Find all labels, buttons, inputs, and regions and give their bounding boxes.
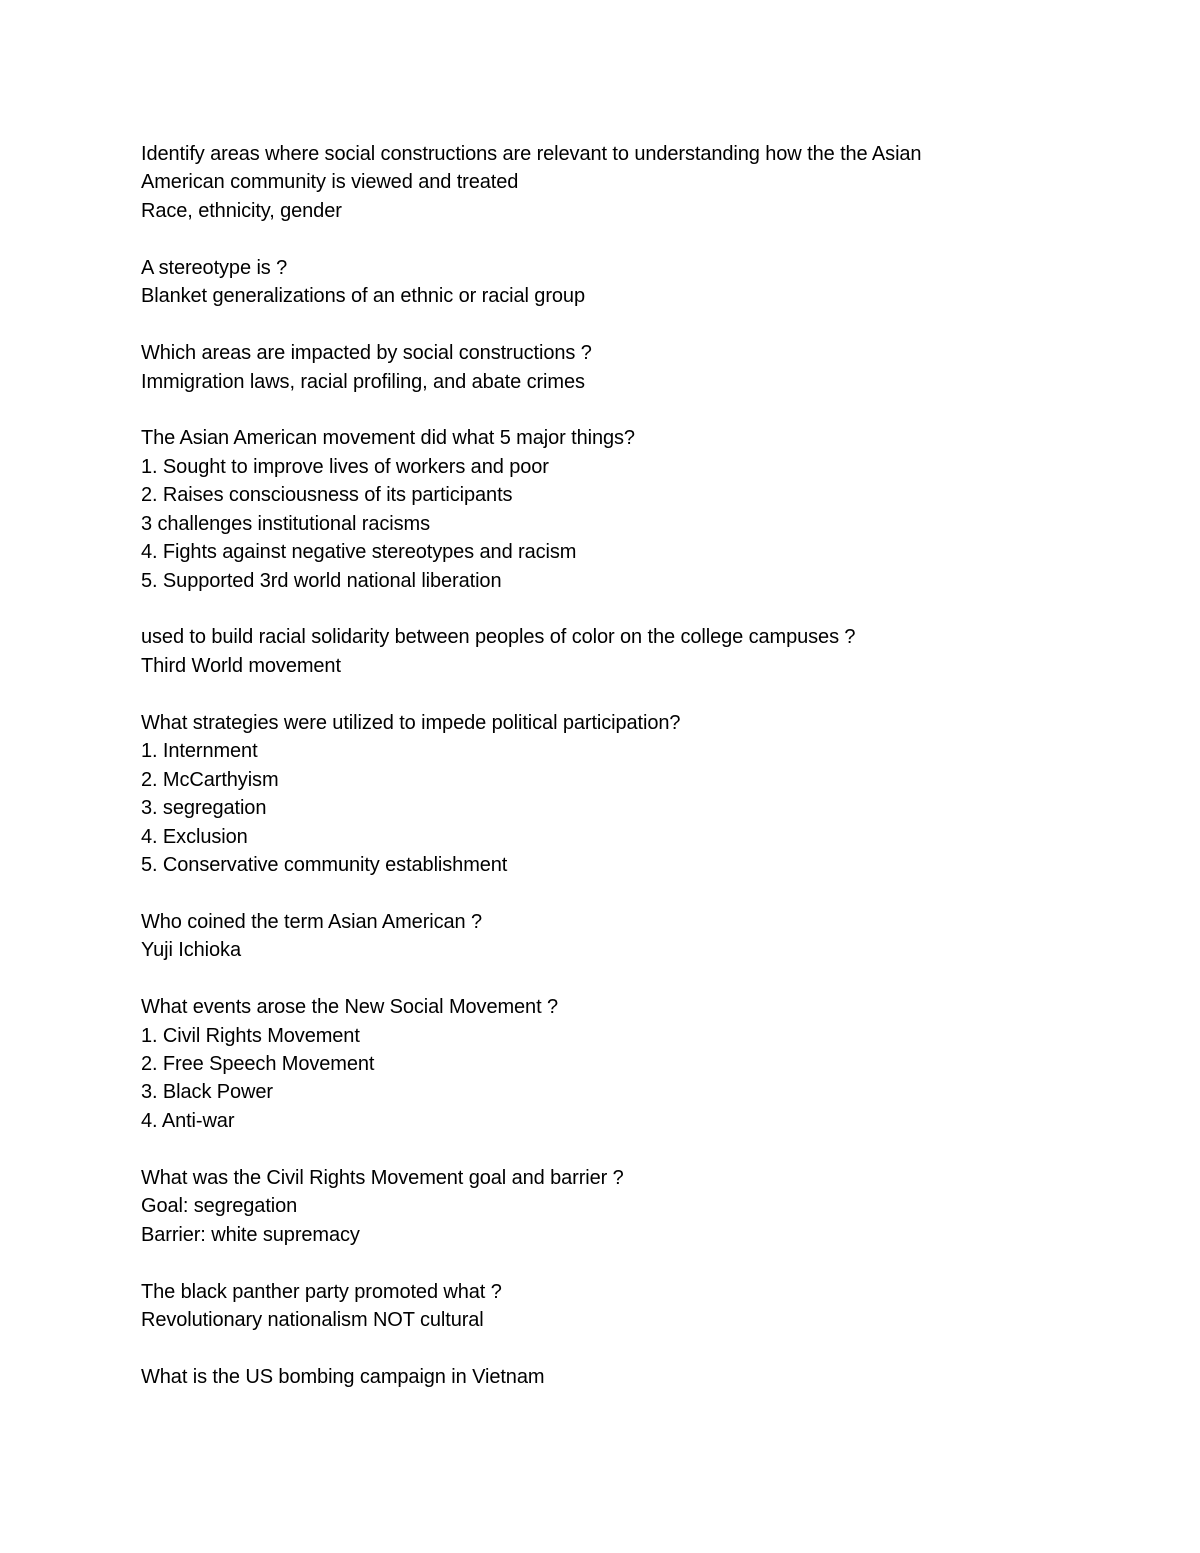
qa-section: [141, 1363, 1141, 1391]
answer-list-item: 5. Conservative community establishment: [141, 853, 508, 876]
blank-line: [141, 879, 1141, 907]
blank-line: [141, 1249, 1141, 1277]
answer-list-item: 3. Black Power: [141, 1081, 273, 1104]
answer-text: Immigration laws, racial profiling, and abate crimes: [141, 370, 585, 393]
blank-line: [141, 1135, 1141, 1163]
answer-text: Goal: segregation: [141, 1195, 298, 1218]
answer-text: Revolutionary nationalism NOT cultural: [141, 1308, 484, 1331]
question-text: Who coined the term Asian American ?: [141, 910, 483, 933]
answer-list-item: 2. Raises consciousness of its participants: [141, 484, 513, 507]
blank-line: [141, 965, 1141, 993]
answer-list-item: 2. McCarthyism: [141, 768, 279, 791]
question-text: A stereotype is ?: [141, 256, 288, 279]
qa-section: [141, 709, 1141, 880]
question-text: What is the US bombing campaign in Vietnam: [141, 1365, 545, 1388]
document-page: [141, 140, 1141, 1391]
qa-section: [141, 339, 1141, 396]
blank-line: [141, 311, 1141, 339]
question-text: used to build racial solidarity between peoples of color on the college campuses ?: [141, 626, 856, 649]
qa-section: [141, 908, 1141, 965]
qa-section: [141, 623, 1141, 680]
question-text: Identify areas where social constructions are relevant to understanding how the the Asian: [141, 143, 922, 165]
answer-text: Third World movement: [141, 654, 341, 677]
answer-list-item: 5. Supported 3rd world national liberation: [141, 569, 502, 592]
qa-section: [141, 140, 1141, 225]
answer-list-item: 1. Internment: [141, 740, 258, 763]
qa-section: [141, 993, 1141, 1135]
qa-section: [141, 1278, 1141, 1335]
answer-list-item: 3 challenges institutional racisms: [141, 512, 430, 535]
blank-line: [141, 595, 1141, 623]
question-text: What events arose the New Social Movement ?: [141, 996, 559, 1019]
answer-text: Barrier: white supremacy: [141, 1223, 360, 1246]
document-body: [141, 140, 1141, 1391]
answer-text: Blanket generalizations of an ethnic or racial group: [141, 285, 585, 308]
answer-list-item: 1. Civil Rights Movement: [141, 1024, 360, 1047]
qa-section: [141, 1164, 1141, 1249]
answer-text: Race, ethnicity, gender: [141, 199, 342, 222]
question-text: What strategies were utilized to impede political participation?: [141, 711, 681, 734]
qa-section: [141, 254, 1141, 311]
blank-line: [141, 680, 1141, 708]
blank-line: [141, 396, 1141, 424]
blank-line: [141, 1334, 1141, 1362]
answer-text: Yuji Ichioka: [141, 939, 241, 962]
answer-list-item: 2. Free Speech Movement: [141, 1053, 375, 1075]
answer-list-item: 3. segregation: [141, 797, 267, 820]
answer-list-item: 4. Exclusion: [141, 825, 248, 848]
qa-section: [141, 424, 1141, 595]
answer-list-item: 1. Sought to improve lives of workers and poor: [141, 455, 549, 478]
answer-list-item: 4. Fights against negative stereotypes and racism: [141, 541, 577, 564]
question-text: The Asian American movement did what 5 major things?: [141, 427, 635, 450]
answer-list-item: 4. Anti-war: [141, 1109, 235, 1132]
question-text: American community is viewed and treated: [141, 171, 519, 194]
question-text: What was the Civil Rights Movement goal and barrier ?: [141, 1166, 624, 1189]
question-text: The black panther party promoted what ?: [141, 1280, 502, 1303]
question-text: Which areas are impacted by social constructions ?: [141, 342, 592, 365]
blank-line: [141, 225, 1141, 253]
